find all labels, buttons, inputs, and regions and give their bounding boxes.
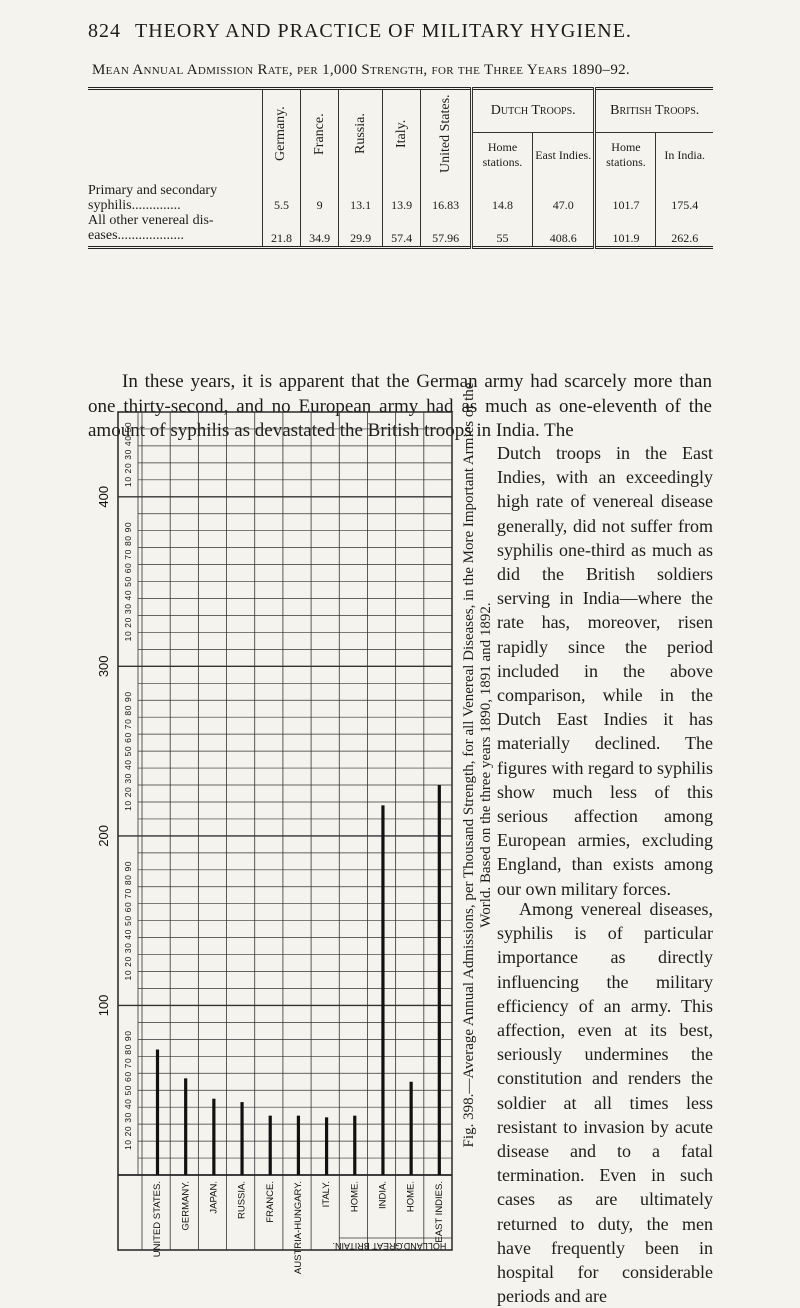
bar	[269, 1116, 272, 1175]
table-cell: 101.9	[595, 213, 656, 248]
figure-grid	[118, 412, 452, 1250]
bar	[297, 1116, 300, 1175]
intro-paragraph: In these years, it is apparent that the German army had scarcely more than one thirty-second, and no European army had as much as one-eleventh of the amount of syphilis as devastated the British troops in India. The	[88, 371, 712, 441]
bar	[381, 805, 384, 1175]
table-cell: 5.5	[262, 177, 300, 213]
scale-major-label: 400	[96, 485, 111, 508]
country-header: Italy.	[393, 119, 409, 148]
subheader: In India.	[656, 133, 713, 178]
table-cell: 9	[301, 177, 339, 213]
group-label: HOLLAND.	[401, 1241, 447, 1251]
table-cell: 29.9	[339, 213, 383, 248]
country-header: United States.	[437, 94, 453, 173]
table-cell: 16.83	[421, 177, 472, 213]
table-cell: 57.4	[383, 213, 421, 248]
bar	[184, 1078, 187, 1175]
running-title: THEORY AND PRACTICE OF MILITARY HYGIENE.	[135, 20, 632, 42]
category-label: ITALY.	[321, 1181, 333, 1208]
figure-caption: Fig. 398.—Average Annual Admissions, per Thousand Strength, for all Venereal Diseases, in the More Important Armies of the World. Based on the three years 1890, 1891 and 1892.	[461, 382, 494, 1148]
row-label: Primary and secondary syphilis..............	[88, 183, 218, 213]
scale-minor-label: 10 20 30 40 50 60 70 80 90	[123, 521, 133, 642]
column-paragraph-2: Among venereal diseases, syphilis is of particular importance as directly influencing the military efficiency of an army. This affection, even at its best, seriously undermines the constitution and renders the soldier at all times less resistant to invasion by acute disease and to a fatal termination. Even in such cases as are ultimately returned to duty, the men have frequently been in hospital for considerable periods and are	[497, 899, 713, 1307]
table-cell: 47.0	[532, 177, 595, 213]
country-header: France.	[311, 112, 327, 155]
table-cell: 101.7	[595, 177, 656, 213]
category-label: HOME.	[349, 1181, 361, 1213]
bar	[156, 1050, 159, 1175]
scale-major-label: 100	[96, 994, 111, 1017]
category-label: FRANCE.	[264, 1181, 276, 1223]
table-cell: 57.96	[421, 213, 472, 248]
category-label: RUSSIA.	[236, 1181, 248, 1220]
subheader: East Indies.	[532, 133, 595, 178]
page-number: 824	[88, 20, 121, 42]
country-header: Germany.	[273, 106, 289, 161]
scale-minor-label: 10 20 30 40 50 60 70 80 90	[123, 691, 133, 811]
subheader: Home stations.	[595, 133, 656, 178]
table-cell: 13.1	[339, 177, 383, 213]
category-label: EAST INDIES.	[433, 1181, 445, 1243]
bar	[212, 1099, 215, 1175]
table-cell: 34.9	[301, 213, 339, 248]
bar	[353, 1116, 356, 1175]
group-label: GREAT BRITAIN.	[332, 1241, 403, 1251]
row-label: All other venereal dis- eases...................	[88, 213, 214, 243]
bar	[410, 1082, 413, 1175]
column-paragraph-1: Dutch troops in the East Indies, with an exceedingly high rate of venereal disease generally, did not suffer from syphilis one-third as much as did the British soldiers serving in India—where the rate has, moreover, risen rapidly since the period included in the above comparison, while in the Dutch East Indies it has materially declined. The figures with regard to syphilis show much less of this serious affection among European armies, excluding England, than exists among our own military forces.	[497, 443, 713, 899]
scale-major-label: 300	[96, 655, 111, 678]
table-cell: 262.6	[656, 213, 713, 248]
table-cell: 14.8	[472, 177, 533, 213]
table-cell: 175.4	[656, 177, 713, 213]
table-caption: Mean Annual Admission Rate, per 1,000 Strength, for the Three Years 1890–92.	[92, 62, 630, 78]
category-label: UNITED STATES.	[152, 1181, 164, 1258]
scale-minor-label: 10 20 30 40 50	[123, 421, 133, 487]
group-header-dutch: Dutch Troops.	[472, 89, 595, 133]
scale-minor-label: 10 20 30 40 50 60 70 80 90	[123, 1030, 133, 1151]
subheader: Home stations.	[472, 133, 533, 178]
bar	[438, 785, 441, 1175]
country-header: Russia.	[352, 113, 368, 154]
category-label: AUSTRIA-HUNGARY.	[293, 1181, 304, 1275]
category-label: HOME.	[405, 1181, 417, 1213]
bar	[325, 1117, 328, 1175]
table-cell: 13.9	[383, 177, 421, 213]
table-cell: 55	[472, 213, 533, 248]
bar	[240, 1102, 243, 1175]
group-header-british: British Troops.	[595, 89, 713, 133]
scale-minor-label: 10 20 30 40 50 60 70 80 90	[123, 860, 133, 981]
category-label: GERMANY.	[180, 1181, 192, 1231]
category-label: JAPAN.	[208, 1181, 220, 1214]
table-cell: 408.6	[532, 213, 595, 248]
category-label: INDIA.	[377, 1181, 389, 1209]
scale-major-label: 200	[96, 825, 111, 847]
table-cell: 21.8	[262, 213, 300, 248]
